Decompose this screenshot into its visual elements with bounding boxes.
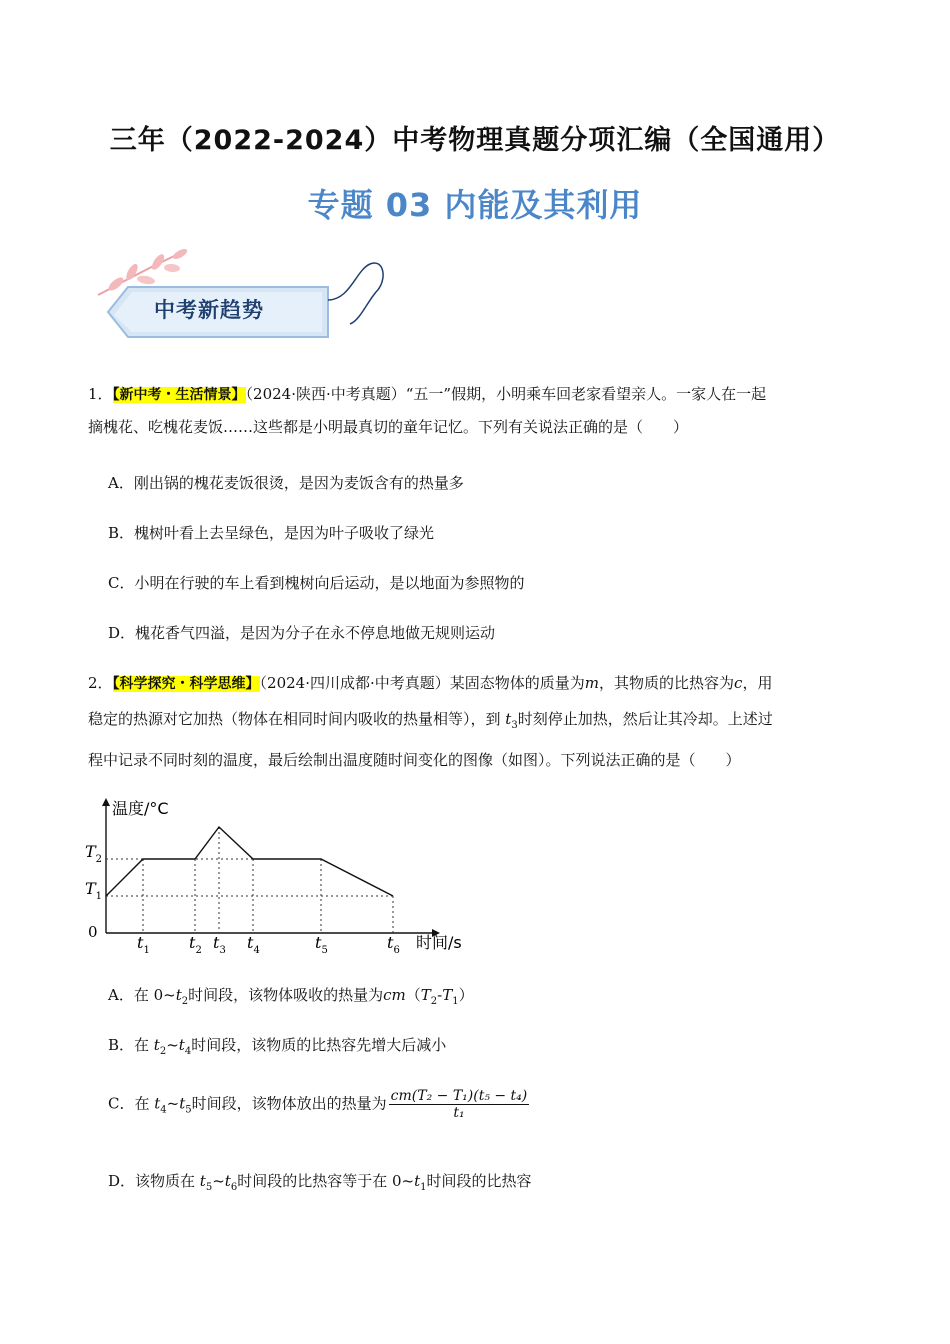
option-text: 时间段，该物质的比热容先增大后减小 [191,1036,447,1054]
x-tick-label: $t_4$ [247,933,260,956]
page-title: 三年（2022-2024）中考物理真题分项汇编（全国通用） [109,125,841,156]
symbol-cm: cm [383,986,406,1004]
subscript: 2 [430,996,438,1007]
heat-fraction [389,1088,530,1121]
question-2-stem [88,666,873,778]
topic-subtitle: 专题 03 内能及其利用 [307,186,643,224]
y-tick-label: $T_1$ [85,879,103,902]
option-text: 时间段的比热容等于在 0~ [237,1172,415,1190]
symbol-t: t [199,1172,206,1190]
subscript: 1 [452,996,459,1007]
y-axis-arrow [102,798,110,806]
symbol-t: t [175,986,182,1004]
option-text: ） [458,986,474,1004]
symbol-T: T [442,986,453,1004]
question-text: ，用 [742,674,773,692]
temperature-time-chart [80,790,500,965]
option-text: ~ [166,1094,180,1113]
temperature-series-line [106,827,393,896]
question-text: “五一”假期，小明乘车回老家看望亲人。一家人在一起 [405,385,767,403]
fraction-numerator: cm(T₂ − T₁)(t₅ − t₄) [390,1088,528,1104]
q1-option-b[interactable]: B．槐树叶看上去呈绿色，是因为叶子吸收了绿光 [108,524,435,542]
question-tag: 【新中考・生活情景】 [112,387,246,403]
q2-option-d[interactable] [108,1170,532,1193]
option-text: 时间段，该物体吸收的热量为 [188,986,384,1004]
y-tick-label: $T_2$ [85,842,103,865]
question-source: （2024·四川成都·中考真题） [259,674,450,692]
subscript: 2 [159,1046,167,1057]
symbol-m: m [584,674,600,692]
symbol-t: t [224,1172,231,1190]
option-text: （ [405,986,421,1004]
symbol-t: t [505,710,512,728]
subscript: 5 [185,1104,192,1116]
symbol-t: t [154,1094,161,1113]
symbol-t: t [178,1036,185,1054]
option-text: B．在 [108,1036,154,1054]
subscript: 3 [511,720,518,731]
question-source: （2024·陕西·中考真题） [245,385,406,403]
subscript: 4 [184,1046,192,1057]
subscript: 4 [160,1104,167,1116]
question-1-stem [88,378,873,443]
symbol-t: t [179,1094,186,1113]
symbol-T: T [420,986,431,1004]
origin-label: 0 [88,923,98,941]
fraction-denominator: t₁ [453,1105,465,1121]
x-tick-label: $t_5$ [315,933,328,956]
question-tag: 【科学探究・科学思维】 [112,676,260,692]
x-tick-label: $t_3$ [213,933,226,956]
option-text: A．在 0~ [108,986,176,1004]
y-axis-label: 温度/°C [112,799,169,818]
q1-option-d[interactable]: D．槐花香气四溢，是因为分子在永不停息地做无规则运动 [108,624,496,642]
symbol-t: t [414,1172,421,1190]
subscript: 1 [420,1182,427,1193]
x-axis-label: 时间/s [416,933,462,952]
question-text: 摘槐花、吃槐花麦饭……这些都是小明最真切的童年记忆。下列有关说法正确的是（ ） [88,418,689,436]
subscript: 5 [205,1182,213,1193]
x-tick-label: $t_2$ [189,933,202,956]
option-text: 时间段的比热容 [426,1172,532,1190]
symbol-t: t [153,1036,160,1054]
option-text: ~ [212,1172,225,1190]
q2-option-a[interactable] [108,984,474,1007]
question-text: ，其物质的比热容为 [599,674,735,692]
q2-option-b[interactable] [108,1034,446,1057]
question-number: 2． [88,674,113,692]
question-text: 时刻停止加热，然后让其冷却。上述过 [517,710,773,728]
option-text: C．在 [108,1094,155,1113]
subscript: 2 [181,996,189,1007]
question-text: 某固态物体的质量为 [449,674,585,692]
q1-option-a[interactable]: A．刚出锅的槐花麦饭很烫，是因为麦饭含有的热量多 [108,474,464,492]
question-text: 程中记录不同时刻的温度，最后绘制出温度随时间变化的图像（如图）。下列说法正确的是（ ） [88,751,741,769]
option-text: 时间段，该物体放出的热量为 [191,1094,387,1113]
option-text: D．该物质在 [108,1172,200,1190]
option-text: - [437,986,443,1004]
q1-option-c[interactable]: C．小明在行驶的车上看到槐树向后运动，是以地面为参照物的 [108,574,525,592]
question-number: 1． [88,385,113,403]
symbol-c: c [734,674,743,692]
x-tick-label: $t_1$ [137,933,150,956]
question-text: 稳定的热源对它加热（物体在相同时间内吸收的热量相等），到 [88,710,501,728]
option-text: ~ [166,1036,179,1054]
subscript: 6 [230,1182,238,1193]
x-tick-label: $t_6$ [387,933,400,956]
q2-option-c[interactable] [108,1088,529,1121]
section-banner-label: 中考新趋势 [154,298,264,322]
